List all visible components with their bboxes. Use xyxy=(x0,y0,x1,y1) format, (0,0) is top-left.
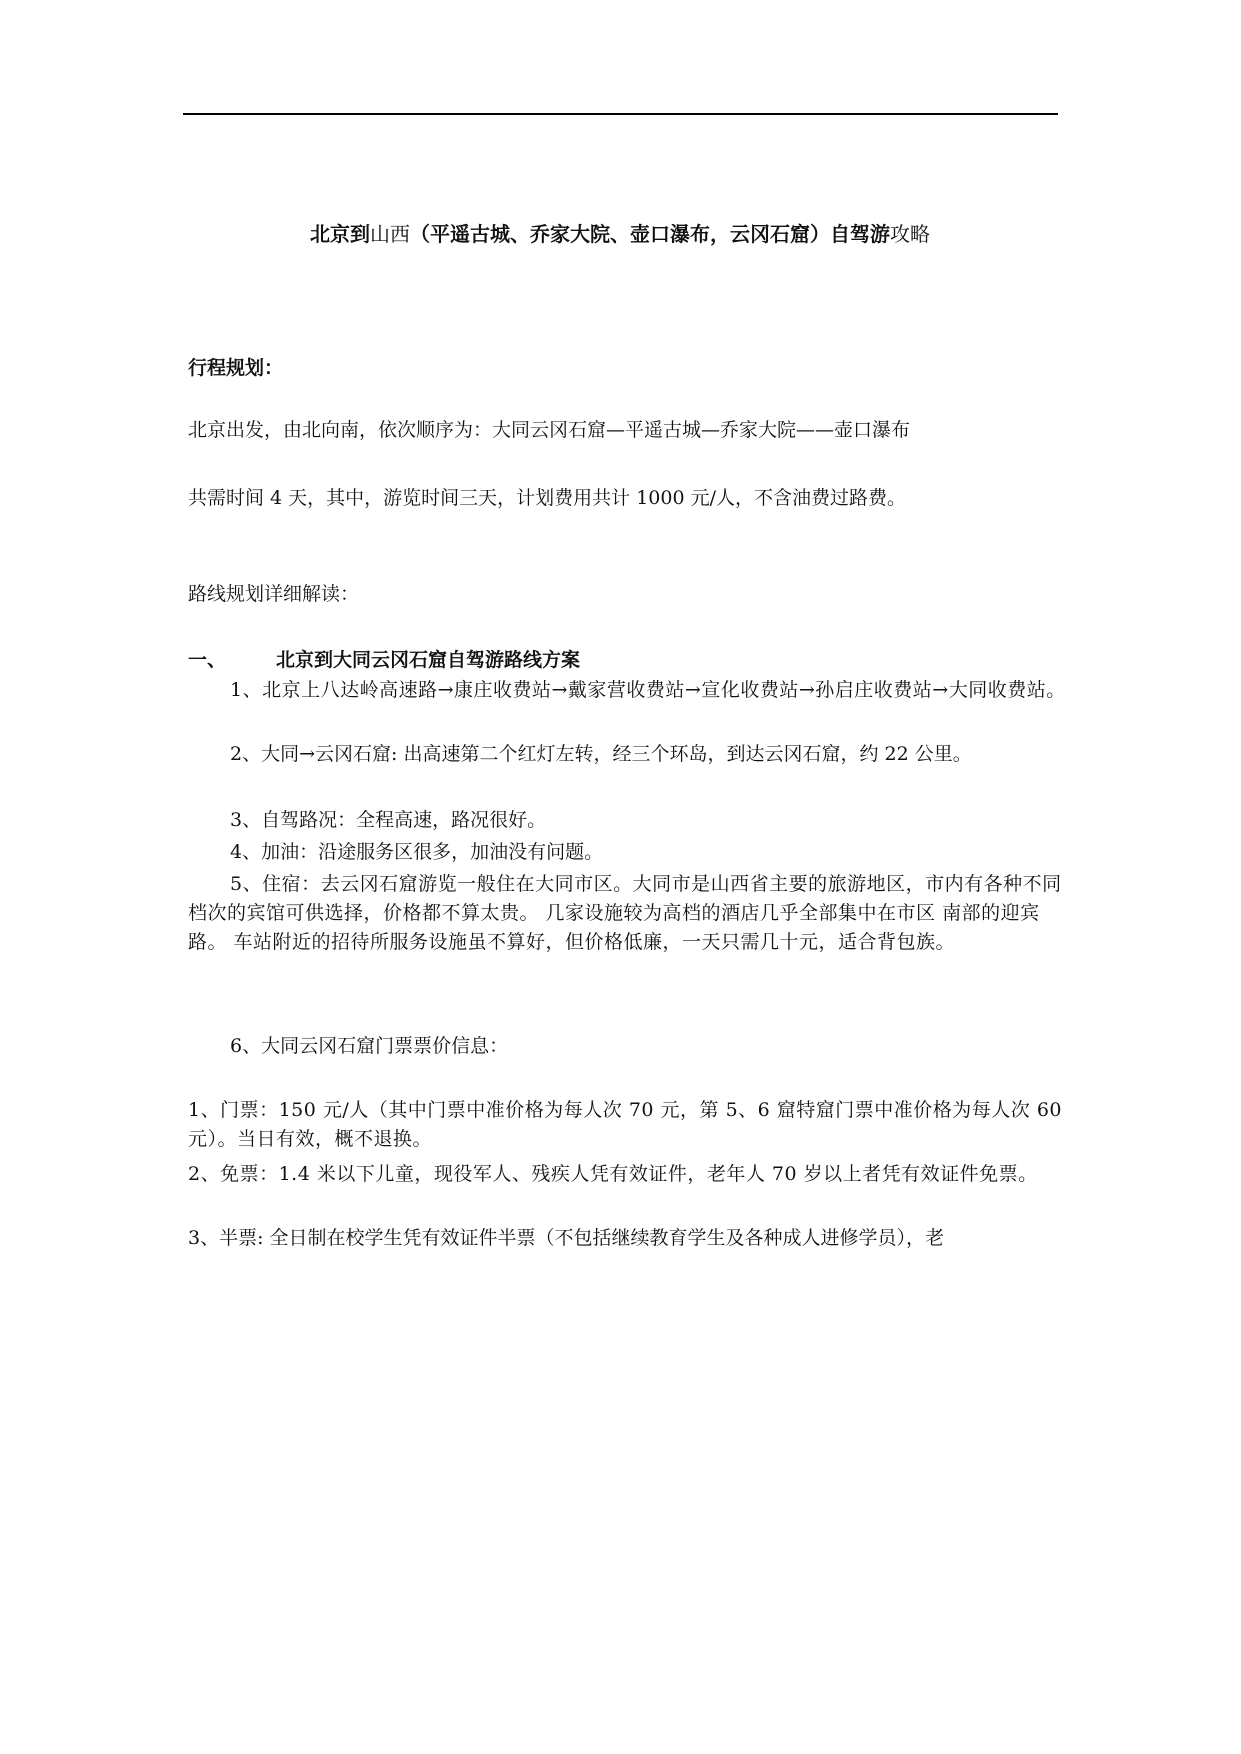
title-part-3: （平遥古城、乔家大院、壶口瀑布，云冈石窟）自驾游 xyxy=(410,222,890,246)
section-number: 一、 xyxy=(188,649,227,671)
ticket-info-2: 2、免票：1.4 米以下儿童，现役军人、残疾人凭有效证件，老年人 70 岁以上者凭有效证件免票。 xyxy=(188,1163,1038,1185)
ticket-info-3: 3、半票: 全日制在校学生凭有效证件半票（不包括继续教育学生及各种成人进修学员），老 xyxy=(188,1227,945,1249)
itinerary-summary: 共需时间 4 天，其中，游览时间三天，计划费用共计 1000 元/人，不含油费过路费。 xyxy=(188,487,907,509)
title-part-1: 北京到 xyxy=(310,222,370,246)
itinerary-heading: 行程规划： xyxy=(188,357,284,379)
route-item-5: 5、住宿：去云冈石窟游览一般住在大同市区。大同市是山西省主要的旅游地区，市内有各种不同档次的宾馆可供选择，价格都不算太贵。 几家设施较为高档的酒店几乎全部集中在市区 南部的迎宾路。 车站附近的招待所服务设施虽不算好，但价格低廉，一天只需几十元，适合背包族。 xyxy=(188,873,1062,953)
route-item-6: 6、大同云冈石窟门票票价信息： xyxy=(230,1035,509,1057)
header-rule xyxy=(183,113,1058,115)
section-heading xyxy=(188,646,1068,675)
document-title xyxy=(180,220,1060,249)
title-part-4: 攻略 xyxy=(890,222,930,246)
route-details-heading: 路线规划详细解读： xyxy=(188,583,360,605)
route-item-2: 2、大同→云冈石窟: 出高速第二个红灯左转，经三个环岛，到达云冈石窟，约 22 公里。 xyxy=(230,743,972,765)
section-title: 北京到大同云冈石窟自驾游路线方案 xyxy=(276,649,581,671)
ticket-info-1: 1、门票：150 元/人（其中门票中准价格为每人次 70 元，第 5、6 窟特窟门票中准价格为每人次 60 元）。当日有效，概不退换。 xyxy=(188,1099,1063,1150)
route-item-3: 3、自驾路况：全程高速，路况很好。 xyxy=(230,809,547,831)
title-part-2: 山西 xyxy=(370,222,410,246)
route-item-1: 1、北京上八达岭高速路→康庄收费站→戴家营收费站→宣化收费站→孙启庄收费站→大同收费站。 xyxy=(230,679,1066,701)
route-item-4: 4、加油：沿途服务区很多，加油没有问题。 xyxy=(230,841,604,863)
itinerary-route: 北京出发，由北向南，依次顺序为：大同云冈石窟—平遥古城—乔家大院——壶口瀑布 xyxy=(188,419,911,441)
